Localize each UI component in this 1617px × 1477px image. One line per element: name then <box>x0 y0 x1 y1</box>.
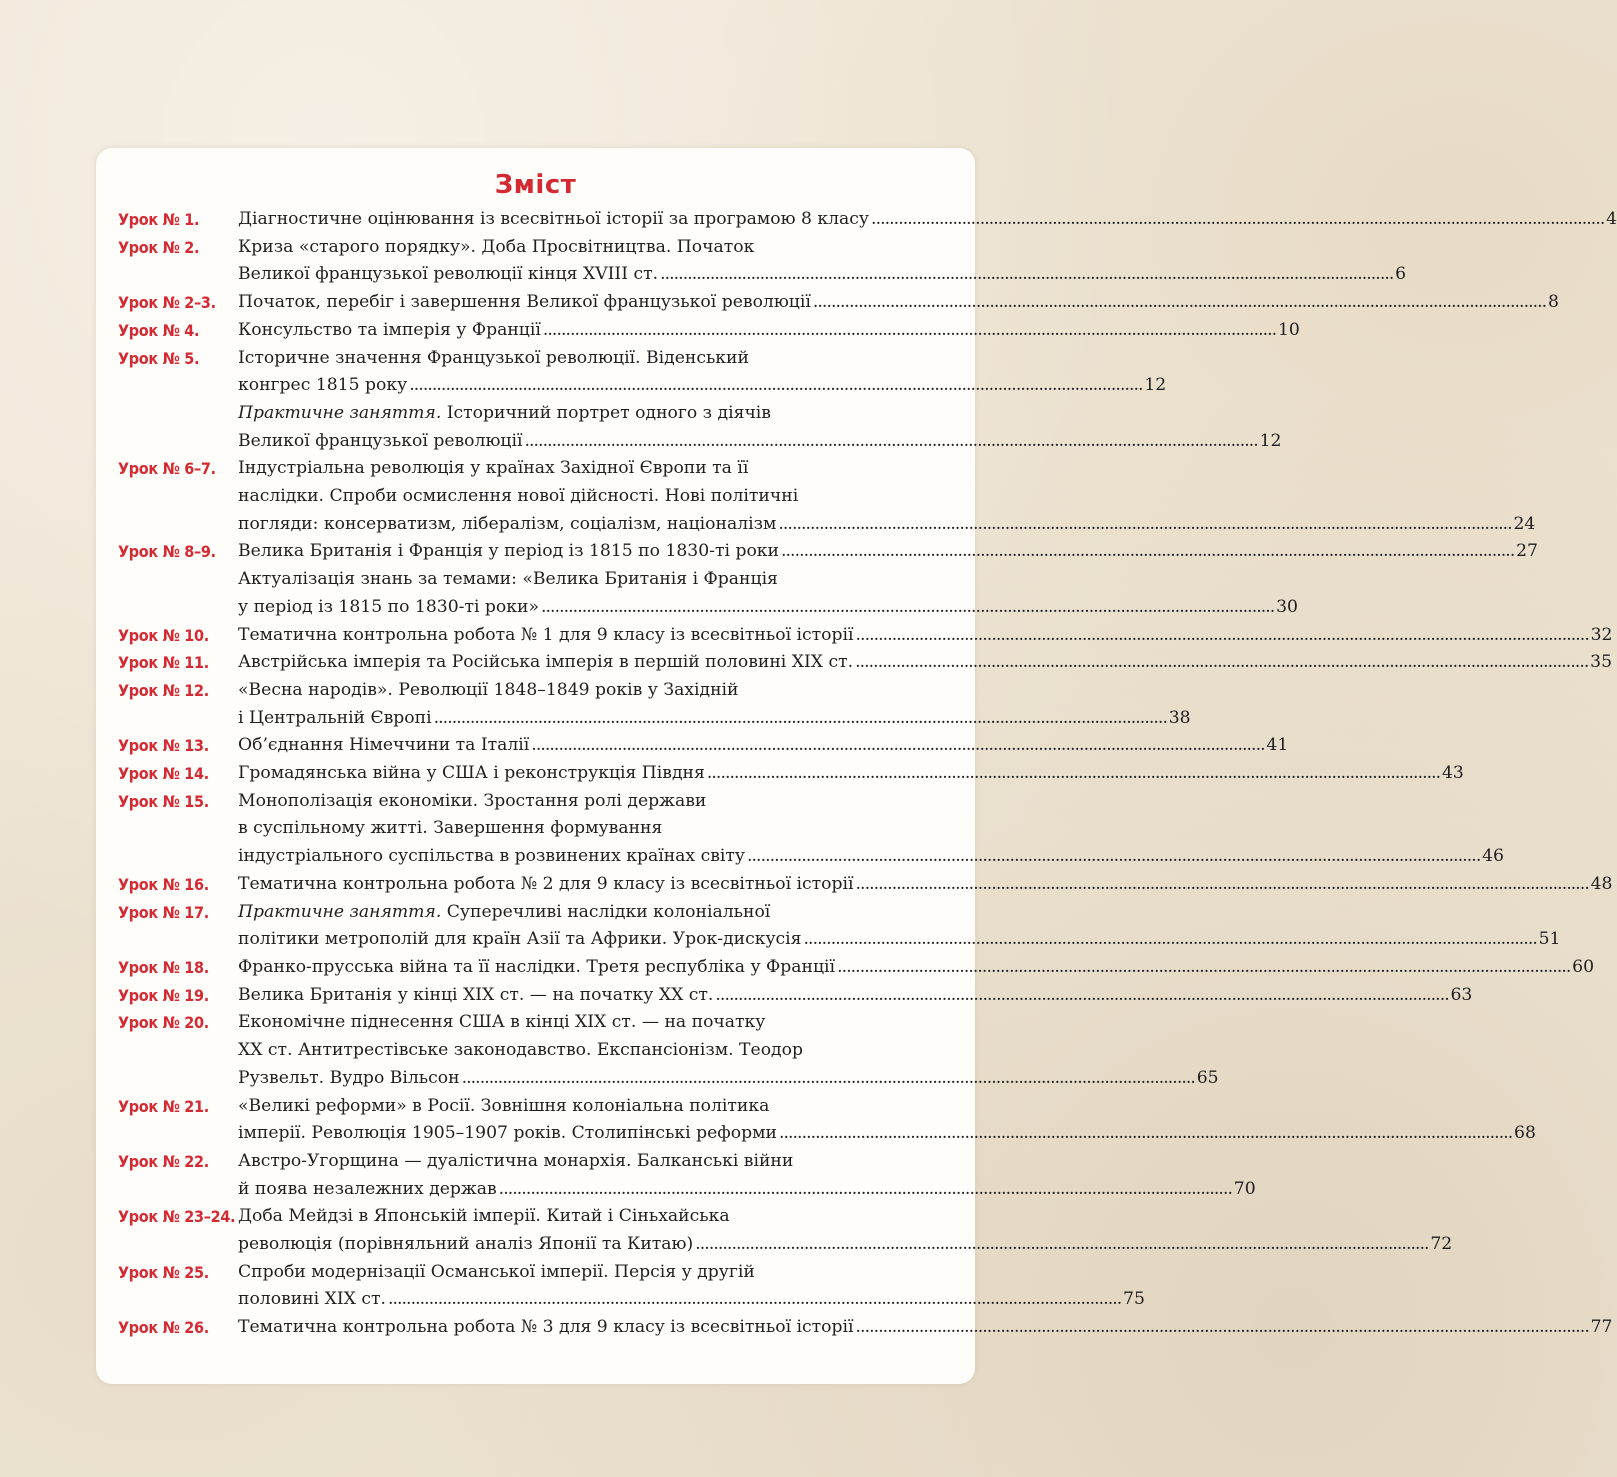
dot-leader <box>386 1286 1119 1314</box>
dot-leader <box>854 1314 1587 1342</box>
entry-title: політики метрополій для країн Азії та Африки. Урок-дискусія <box>238 929 802 950</box>
entry-line <box>238 677 1191 705</box>
entry-title: Спроби модернізації Османської імперії. Персія у другій <box>238 1261 755 1282</box>
page-number: 70 <box>1233 1178 1256 1199</box>
entry-title: Об’єднання Німеччини та Італії <box>238 735 530 756</box>
page-number: 12 <box>1144 375 1167 396</box>
entry-line <box>238 649 1612 677</box>
toc-entry[interactable] <box>118 1009 1219 1092</box>
toc-entry[interactable] <box>118 400 1282 455</box>
entry-line <box>238 1009 1219 1037</box>
entry-title: Суперечливі наслідки колоніальної <box>446 901 771 922</box>
entry-title: Франко-прусська війна та її наслідки. Третя республіка у Франції <box>238 956 836 977</box>
entry-line <box>238 1065 1219 1093</box>
entry-title: половині XIX ст. <box>238 1289 386 1310</box>
entry-text <box>238 760 1464 788</box>
entry-line <box>238 1314 1612 1342</box>
entry-line <box>238 206 1617 234</box>
lesson-number: Урок № 10. <box>118 625 209 645</box>
page-number: 46 <box>1482 846 1504 867</box>
entry-line <box>238 400 1281 428</box>
entry-text <box>238 455 1535 538</box>
entry-title: Велика Британія у кінці XIX ст. — на початку XX ст. <box>238 984 714 1005</box>
toc-entry[interactable] <box>118 871 1613 899</box>
page-number: 38 <box>1168 707 1191 728</box>
dot-leader <box>777 1120 1510 1148</box>
entry-line <box>238 1203 1452 1231</box>
page-number: 60 <box>1572 956 1595 977</box>
entry-line <box>238 317 1300 345</box>
entry-title: Криза «старого порядку». Доба Просвітництва. Початок <box>238 236 755 257</box>
page-number: 30 <box>1276 596 1298 617</box>
entry-title: імперії. Революція 1905–1907 років. Столипінські реформи <box>238 1123 777 1144</box>
lesson-number: Урок № 22. <box>118 1151 209 1171</box>
page-number: 68 <box>1514 1123 1536 1144</box>
entry-title: Рузвельт. Вудро Вільсон <box>238 1067 460 1088</box>
toc-entry[interactable] <box>118 732 1289 760</box>
entry-title: революція (порівняльний аналіз Японії та Китаю) <box>238 1234 694 1255</box>
entry-text <box>238 345 1166 400</box>
lesson-number: Урок № 2. <box>118 237 200 257</box>
toc-card <box>96 148 1617 1384</box>
page-number: 75 <box>1123 1289 1145 1310</box>
entry-title: Діагностичне оцінювання із всесвітньої історії за програмою 8 класу <box>238 209 870 229</box>
entry-line <box>238 372 1166 400</box>
dot-leader <box>497 1176 1230 1204</box>
lesson-number: Урок № 2–3. <box>118 293 216 313</box>
italic-prefix: Практичне заняття. <box>238 402 442 423</box>
entry-text <box>238 732 1288 760</box>
page-number: 12 <box>1259 430 1282 451</box>
entry-line <box>238 788 1504 816</box>
entry-title: Економічне піднесення США в кінці XIX ст. — на початку <box>238 1012 766 1033</box>
toc-entry[interactable] <box>118 677 1191 732</box>
toc-entry[interactable] <box>118 345 1167 400</box>
toc-entry[interactable] <box>118 760 1464 788</box>
dot-leader <box>854 622 1587 650</box>
entry-text <box>238 677 1191 732</box>
dot-leader <box>853 649 1586 677</box>
entry-title: Історичне значення Французької революції. Віденський <box>238 347 749 368</box>
toc-entry[interactable] <box>118 234 1407 289</box>
page-number: 10 <box>1277 319 1300 340</box>
entry-text <box>238 1148 1256 1203</box>
dot-leader <box>658 261 1391 289</box>
lesson-number: Урок № 17. <box>118 902 209 922</box>
page-number: 35 <box>1590 652 1613 673</box>
lesson-number: Урок № 13. <box>118 736 209 756</box>
entry-text <box>238 954 1594 982</box>
lesson-number: Урок № 1. <box>118 210 200 229</box>
dot-leader <box>835 954 1568 982</box>
toc-entry[interactable] <box>118 455 1536 538</box>
entry-line <box>238 732 1288 760</box>
entry-line <box>238 926 1561 954</box>
entry-text <box>238 1314 1612 1342</box>
entry-line <box>238 760 1464 788</box>
entry-line <box>238 483 1535 511</box>
entry-title: Початок, перебіг і завершення Великої французької революції <box>238 292 811 313</box>
toc-entry[interactable] <box>118 899 1561 954</box>
entry-title: наслідки. Спроби осмислення нової дійсності. Нові політичні <box>238 486 799 507</box>
entry-text <box>238 982 1472 1010</box>
entry-line <box>238 234 1406 262</box>
entry-title: Монополізація економіки. Зростання ролі держави <box>238 790 707 811</box>
entry-text <box>238 317 1300 345</box>
entry-title: Тематична контрольна робота № 2 для 9 класу із всесвітньої історії <box>238 873 854 894</box>
entry-title: й поява незалежних держав <box>238 1178 497 1199</box>
page-number: 77 <box>1590 1317 1613 1338</box>
entry-line <box>238 982 1472 1010</box>
entry-title: «Весна народів». Революції 1848–1849 років у Західній <box>238 679 739 700</box>
toc-entry[interactable] <box>118 1259 1145 1314</box>
lesson-number: Урок № 6–7. <box>118 459 216 479</box>
toc-entry[interactable] <box>118 649 1613 677</box>
dot-leader <box>811 289 1544 317</box>
page-number: 8 <box>1547 292 1559 313</box>
entry-text <box>238 400 1281 455</box>
dot-leader <box>869 206 1602 234</box>
entry-title: в суспільному житті. Завершення формування <box>238 818 663 839</box>
page-number: 43 <box>1441 763 1464 784</box>
dot-leader <box>539 594 1272 622</box>
entry-line <box>238 538 1538 566</box>
dot-leader <box>776 511 1509 539</box>
entry-line <box>238 1120 1536 1148</box>
entry-line <box>238 622 1612 650</box>
entry-text <box>238 566 1298 621</box>
entry-title: Велика Британія і Франція у період із 1815 по 1830-ті роки <box>238 541 779 562</box>
entry-title: і Центральній Європі <box>238 707 432 728</box>
entry-line <box>238 345 1166 373</box>
entry-line <box>238 1231 1452 1259</box>
entry-text <box>238 622 1612 650</box>
toc-entry[interactable] <box>118 317 1300 345</box>
entry-text <box>238 899 1561 954</box>
italic-prefix: Практичне заняття. <box>238 901 442 922</box>
lesson-number: Урок № 18. <box>118 957 209 977</box>
entry-line <box>238 455 1535 483</box>
toc-entry[interactable] <box>118 954 1595 982</box>
table-of-contents <box>118 206 1617 1342</box>
entry-line <box>238 899 1561 927</box>
lesson-number: Урок № 11. <box>118 653 209 673</box>
page-number: 72 <box>1430 1234 1453 1255</box>
entry-line <box>238 511 1535 539</box>
dot-leader <box>522 428 1255 456</box>
entry-text <box>238 1259 1145 1314</box>
lesson-number: Урок № 8–9. <box>118 542 216 562</box>
dot-leader <box>407 372 1140 400</box>
toc-entry[interactable] <box>118 206 1617 234</box>
entry-title: Громадянська війна у США і реконструкція Півдня <box>238 763 705 784</box>
page-number: 27 <box>1516 541 1538 562</box>
page-number: 63 <box>1450 984 1473 1005</box>
entry-title: XX ст. Антитрестівське законодавство. Експансіонізм. Теодор <box>238 1040 803 1061</box>
lesson-number: Урок № 25. <box>118 1262 209 1282</box>
entry-text <box>238 538 1538 566</box>
lesson-number: Урок № 26. <box>118 1318 209 1338</box>
entry-line <box>238 1148 1256 1176</box>
entry-title: Індустріальна революція у країнах Західної Європи та її <box>238 458 749 479</box>
entry-text <box>238 649 1612 677</box>
page-number: 65 <box>1196 1067 1219 1088</box>
entry-line <box>238 1259 1145 1287</box>
dot-leader <box>854 871 1587 899</box>
entry-title: конгрес 1815 року <box>238 375 408 396</box>
lesson-number: Урок № 21. <box>118 1096 209 1116</box>
entry-title: Доба Мейдзі в Японській імперії. Китай і Сіньхайська <box>238 1206 730 1227</box>
entry-line <box>238 261 1406 289</box>
entry-title: Актуалізація знань за темами: «Велика Британія і Франція <box>238 569 778 590</box>
lesson-number: Урок № 15. <box>118 791 209 811</box>
lesson-number: Урок № 12. <box>118 680 209 700</box>
entry-title: Австро-Угорщина — дуалістична монархія. Балканські війни <box>238 1150 794 1171</box>
toc-entry[interactable] <box>118 1093 1536 1148</box>
dot-leader <box>779 538 1512 566</box>
entry-title: погляди: консерватизм, лібералізм, соціалізм, націоналізм <box>238 513 777 534</box>
entry-line <box>238 1176 1256 1204</box>
lesson-number: Урок № 16. <box>118 874 209 894</box>
entry-text <box>238 1093 1536 1148</box>
dot-leader <box>745 843 1478 871</box>
toc-entry[interactable] <box>118 1314 1613 1342</box>
entry-text <box>238 1009 1219 1092</box>
toc-entry[interactable] <box>118 289 1559 317</box>
entry-title: «Великі реформи» в Росії. Зовнішня колоніальна політика <box>238 1095 770 1116</box>
entry-line <box>238 954 1594 982</box>
page-number: 6 <box>1395 264 1407 285</box>
toc-entry[interactable] <box>118 788 1504 871</box>
entry-line <box>238 1286 1145 1314</box>
entry-title: Великої французької революції <box>238 430 523 451</box>
entry-text <box>238 289 1559 317</box>
entry-line <box>238 871 1612 899</box>
entry-line <box>238 1037 1219 1065</box>
dot-leader <box>693 1231 1426 1259</box>
entry-line <box>238 566 1298 594</box>
entry-line <box>238 705 1191 733</box>
page-number: 24 <box>1513 513 1536 534</box>
entry-title: Австрійська імперія та Російська імперія в першій половині XIX ст. <box>238 652 854 673</box>
lesson-number: Урок № 23–24. <box>118 1207 236 1227</box>
entry-title: Консульство та імперія у Франції <box>238 319 541 340</box>
toc-entry[interactable] <box>118 538 1538 566</box>
page-number: 41 <box>1266 735 1289 756</box>
toc-entry[interactable] <box>118 622 1613 650</box>
entry-text <box>238 206 1617 234</box>
toc-entry[interactable] <box>118 1203 1453 1258</box>
entry-line <box>238 428 1281 456</box>
entry-line <box>238 843 1504 871</box>
entry-text <box>238 1203 1452 1258</box>
page-title: Зміст <box>494 170 577 200</box>
entry-title: Тематична контрольна робота № 3 для 9 класу із всесвітньої історії <box>238 1317 854 1338</box>
dot-leader <box>432 705 1165 733</box>
entry-title: індустріального суспільства в розвинених країнах світу <box>238 846 745 867</box>
toc-entry[interactable] <box>118 1148 1256 1203</box>
dot-leader <box>541 317 1274 345</box>
entry-title: Великої французької революції кінця XVIII ст. <box>238 264 659 285</box>
dot-leader <box>705 760 1438 788</box>
dot-leader <box>713 982 1446 1010</box>
lesson-number: Урок № 14. <box>118 764 209 784</box>
page-number: 48 <box>1590 873 1613 894</box>
entry-text <box>238 788 1504 871</box>
toc-entry[interactable] <box>118 566 1298 621</box>
lesson-number: Урок № 5. <box>118 348 200 368</box>
entry-title: Тематична контрольна робота № 1 для 9 класу із всесвітньої історії <box>238 624 854 645</box>
page-number: 4 <box>1606 209 1617 229</box>
entry-title: Історичний портрет одного з діячів <box>446 402 771 423</box>
entry-line <box>238 815 1504 843</box>
page-number: 32 <box>1590 624 1613 645</box>
entry-line <box>238 1093 1536 1121</box>
entry-title: у період із 1815 по 1830-ті роки» <box>238 596 539 617</box>
lesson-number: Урок № 4. <box>118 320 200 340</box>
entry-text <box>238 234 1406 289</box>
entry-line <box>238 594 1298 622</box>
toc-entry[interactable] <box>118 982 1473 1010</box>
dot-leader <box>802 926 1535 954</box>
entry-text <box>238 871 1612 899</box>
entry-line <box>238 289 1559 317</box>
page-number: 51 <box>1538 929 1561 950</box>
dot-leader <box>460 1065 1193 1093</box>
dot-leader <box>529 732 1262 760</box>
lesson-number: Урок № 20. <box>118 1013 209 1033</box>
lesson-number: Урок № 19. <box>118 985 209 1005</box>
